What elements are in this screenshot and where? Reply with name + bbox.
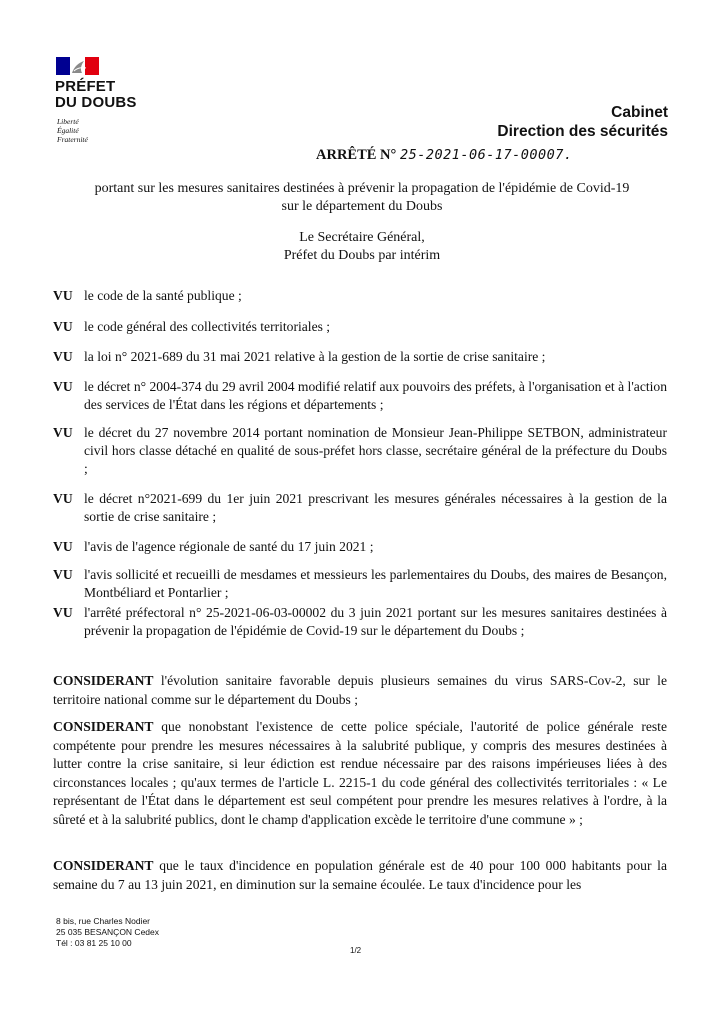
- prefet-line2: DU DOUBS: [55, 94, 137, 111]
- direction-label: Direction des sécurités: [497, 123, 668, 140]
- arrete-label: ARRÊTÉ N°: [316, 147, 397, 163]
- signatory-line1: Le Secrétaire Général,: [299, 230, 425, 245]
- vu-label: VU: [53, 491, 73, 506]
- vu-text: le code général des collectivités territoriales ;: [84, 319, 331, 334]
- arrete-number: 25-2021-06-17-00007.: [399, 147, 573, 163]
- signatory-title: [60, 229, 664, 265]
- footer-address: [56, 916, 159, 949]
- vu-text: l'avis de l'agence régionale de santé du 17 juin 2021 ;: [84, 539, 374, 554]
- vu-label: VU: [53, 605, 73, 620]
- prefet-line1: PRÉFET: [55, 78, 116, 95]
- footer-phone: Tél : 03 81 25 10 00: [56, 938, 132, 948]
- arrete-number-line: [316, 147, 573, 164]
- vu-item: [53, 318, 667, 336]
- vu-label: VU: [53, 319, 73, 334]
- considerant-text: que nonobstant l'existence de cette police spéciale, l'autorité de police générale reste compétente pour prendre les mesures nécessaires à la salubrité publique, y compris des mesures destinées à lutter contre la crise sanitaire, si leur édiction est rendue nécessaire par des raisons impérieuses liées à des circonstances locales ; qu'aux termes de l'article L. 2215-1 du code général des collectivités territoriales : « Le représentant de l'État dans le département est seul compétent pour prendre les mesures relatives à l'ordre, à la sûreté et à la salubrité publics, dont le champ d'application excède le territoire d'une commune » ;: [53, 719, 667, 827]
- arrete-subject: [60, 180, 664, 216]
- vu-label: VU: [53, 349, 73, 364]
- page-number: 1/2: [350, 946, 362, 955]
- vu-text: le décret du 27 novembre 2014 portant nomination de Monsieur Jean-Philippe SETBON, administrateur civil hors classe détaché en qualité de sous-préfet hors classe, secrétaire général de la préfecture du Doubs ;: [84, 425, 667, 476]
- vu-label: VU: [53, 425, 73, 440]
- subject-line2: sur le département du Doubs: [281, 199, 443, 214]
- cabinet-label: Cabinet: [611, 104, 668, 121]
- vu-item: [53, 424, 667, 478]
- vu-label: VU: [53, 567, 73, 582]
- vu-item: [53, 287, 667, 305]
- footer-city: 25 035 BESANÇON Cedex: [56, 927, 159, 937]
- considerant-paragraph: [53, 672, 667, 709]
- vu-item: [53, 538, 667, 556]
- vu-text: le code de la santé publique ;: [84, 288, 242, 303]
- vu-item: [53, 378, 667, 414]
- motto-fraternite: Fraternité: [57, 135, 88, 144]
- subject-line1: portant sur les mesures sanitaires destinées à prévenir la propagation de l'épidémie de Covid-19: [94, 181, 630, 196]
- department-heading: [497, 103, 668, 141]
- logo-blue-band: [56, 57, 70, 75]
- vu-label: VU: [53, 379, 73, 394]
- footer-street: 8 bis, rue Charles Nodier: [56, 916, 151, 926]
- considerant-label: CONSIDERANT: [53, 719, 154, 734]
- republic-motto: [57, 117, 88, 144]
- motto-egalite: Égalité: [57, 126, 79, 135]
- vu-text: l'arrêté préfectoral n° 25-2021-06-03-00002 du 3 juin 2021 portant sur les mesures sanitaires destinées à prévenir la propagation de l'épidémie de Covid-19 sur le département du Doubs ;: [84, 605, 667, 638]
- vu-item: [53, 348, 667, 366]
- vu-item: [53, 604, 667, 640]
- prefet-title: [55, 79, 137, 111]
- considerant-paragraph: [53, 718, 667, 829]
- vu-label: VU: [53, 288, 73, 303]
- vu-item: [53, 490, 667, 526]
- vu-text: la loi n° 2021-689 du 31 mai 2021 relative à la gestion de la sortie de crise sanitaire ;: [84, 349, 546, 364]
- logo-red-band: [85, 57, 99, 75]
- vu-label: VU: [53, 539, 73, 554]
- vu-item: [53, 566, 667, 602]
- considerant-text: l'évolution sanitaire favorable depuis plusieurs semaines du virus SARS-Cov-2, sur le territoire national comme sur le département du Doubs ;: [53, 673, 667, 707]
- signatory-line2: Préfet du Doubs par intérim: [283, 248, 441, 263]
- vu-text: l'avis sollicité et recueilli de mesdames et messieurs les parlementaires du Doubs, des maires de Besançon, Montbéliard et Pontarlier ;: [84, 567, 667, 600]
- considerant-label: CONSIDERANT: [53, 673, 154, 688]
- considerant-label: CONSIDERANT: [53, 858, 154, 873]
- considerant-paragraph: [53, 857, 667, 894]
- marianne-logo: [56, 57, 99, 75]
- motto-liberte: Liberté: [57, 117, 79, 126]
- considerant-text: que le taux d'incidence en population générale est de 40 pour 100 000 habitants pour la semaine du 7 au 13 juin 2021, en diminution sur la semaine écoulée. Le taux d'incidence pour les: [53, 858, 667, 892]
- vu-text: le décret n°2021-699 du 1er juin 2021 prescrivant les mesures générales nécessaires à la gestion de la sortie de crise sanitaire ;: [84, 491, 667, 524]
- vu-text: le décret n° 2004-374 du 29 avril 2004 modifié relatif aux pouvoirs des préfets, à l'organisation et à l'action des services de l'État dans les régions et départements ;: [84, 379, 667, 412]
